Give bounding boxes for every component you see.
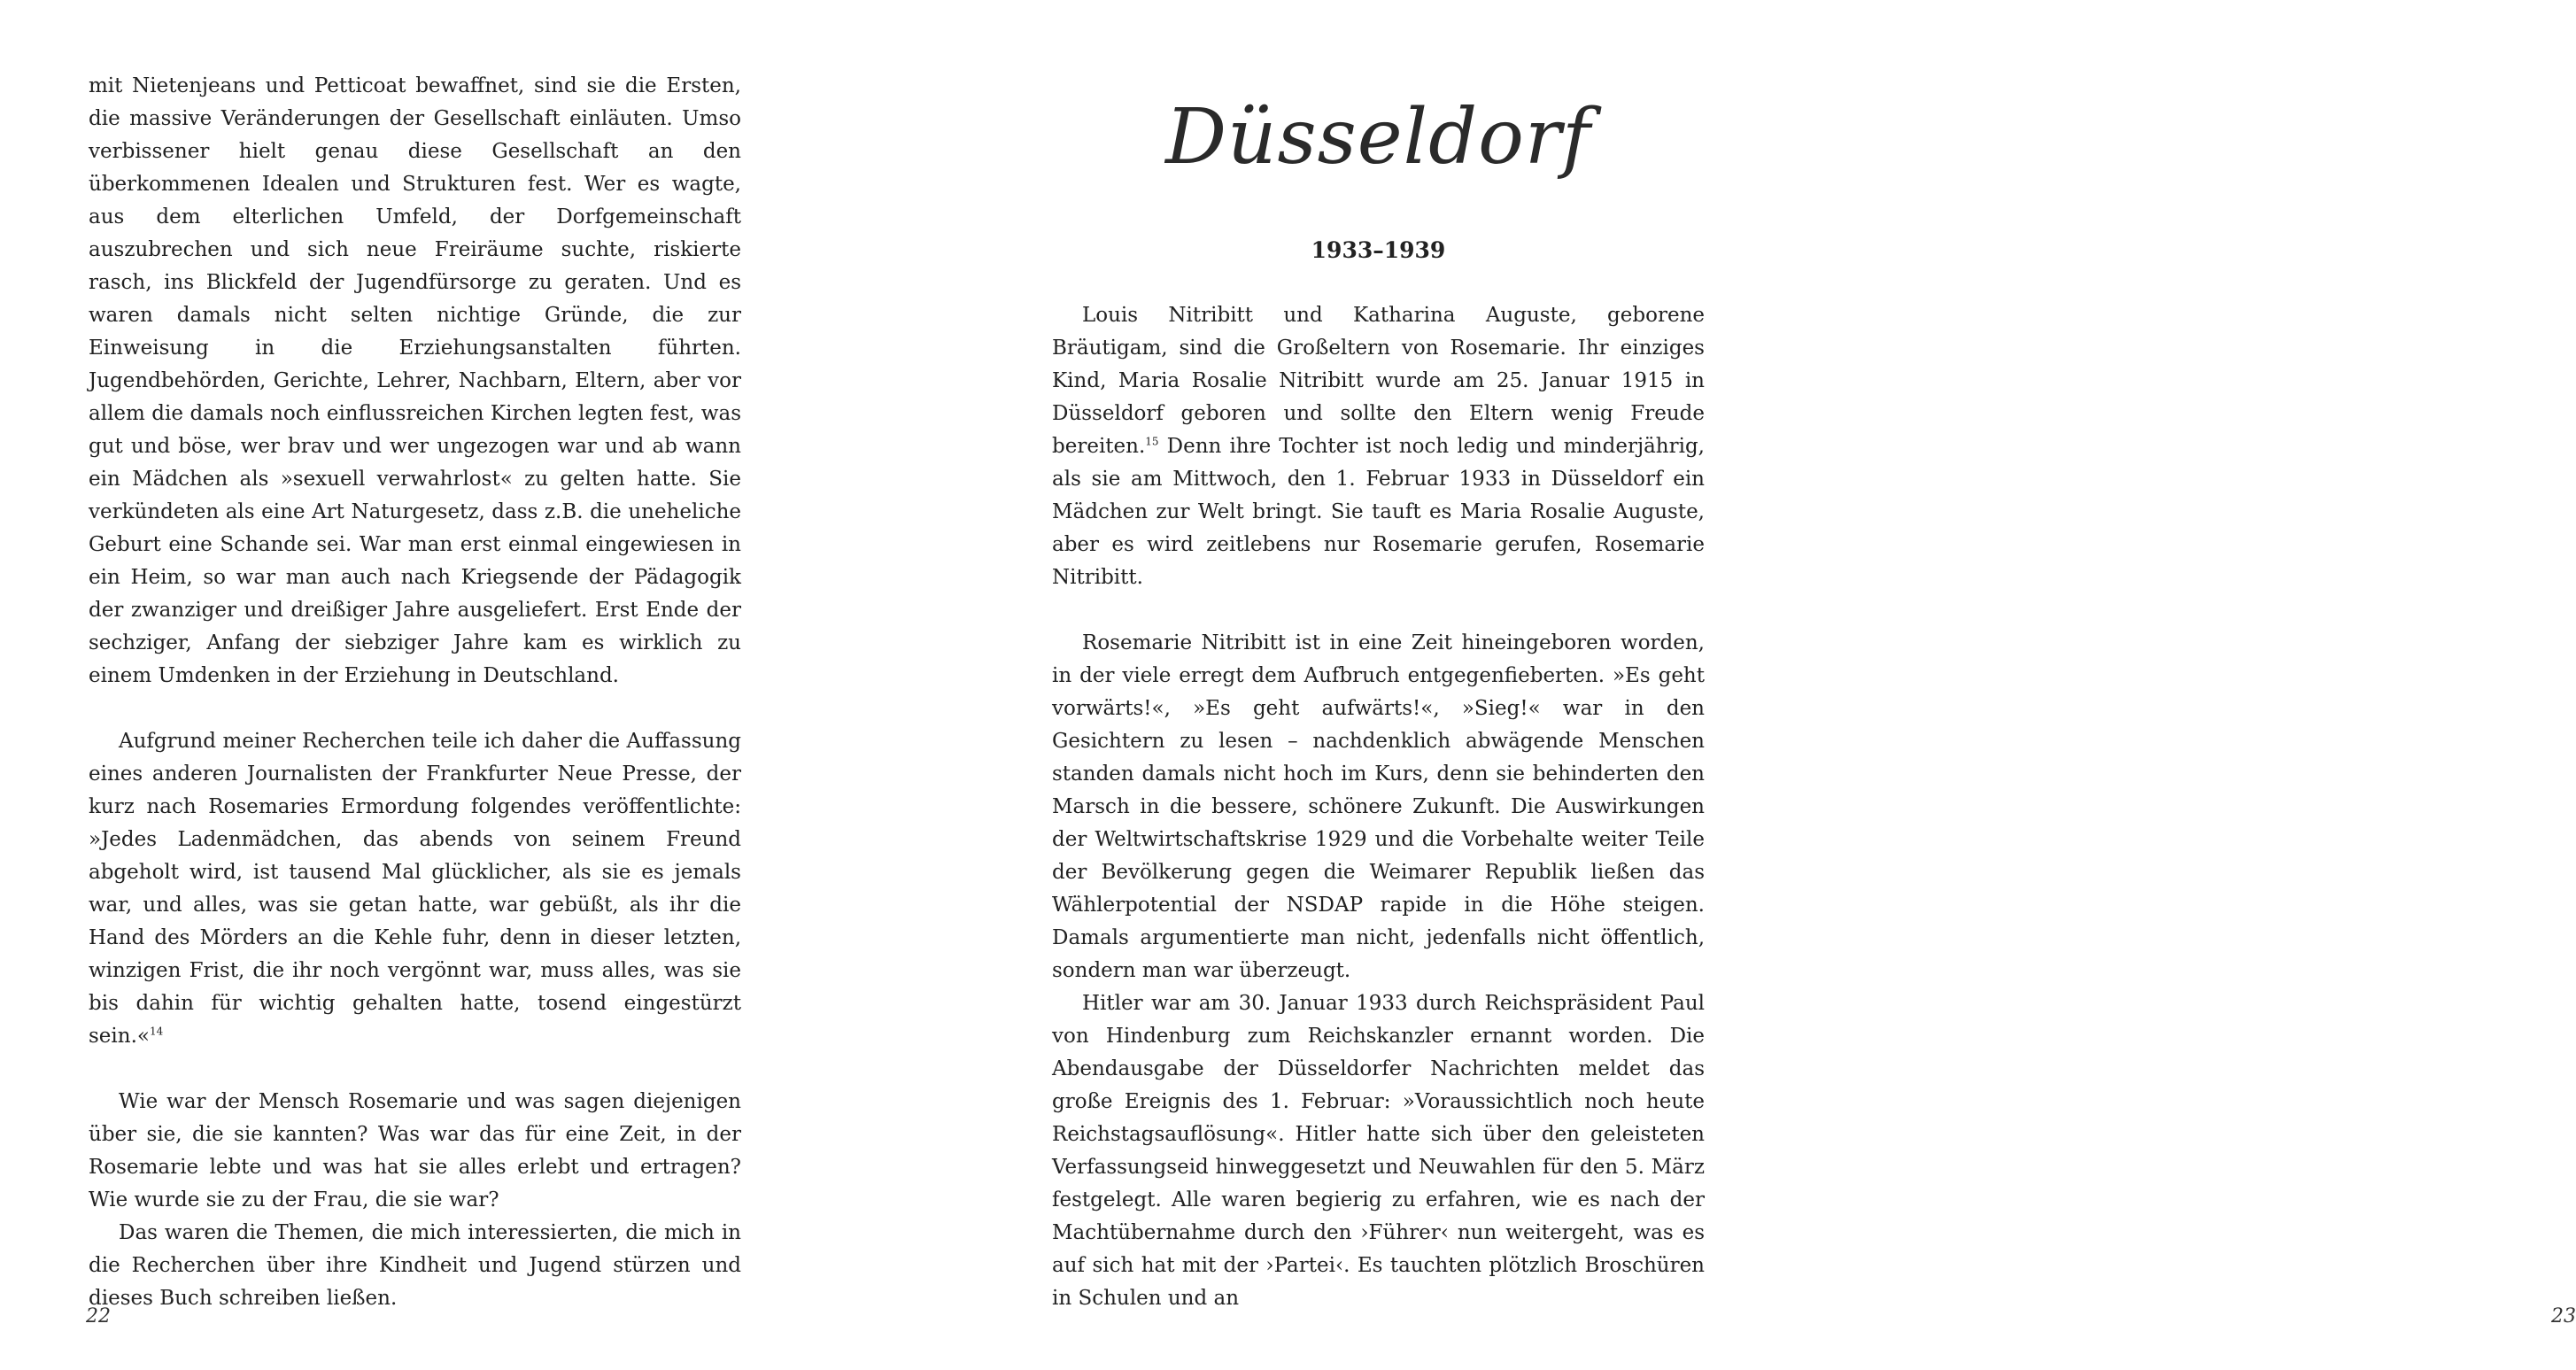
page-number: 22 [86, 1305, 111, 1327]
footnote-marker: 14 [149, 1025, 164, 1038]
paragraph: Hitler war am 30. Januar 1933 durch Reichspräsident Paul von Hindenburg zum Reichskanzler ernannt worden. Die Abendausgabe der Düsseldorfer Nachrichten meldet das große Ereignis des 1. Februar: »Voraussichtlich noch heute Reichstagsauflösung«. Hitler hatte sich über den geleisteten Verfassungseid hinweggesetzt und Neuwahlen für den 5. März festgelegt. Alle waren begierig zu erfahren, wie es nach der Machtübernahme durch den ›Führer‹ nun weitergeht, was es auf sich hat mit der ›Partei‹. Es tauchten plötzlich Broschüren in Schulen und an [1052, 992, 1705, 1310]
paragraph: Rosemarie Nitribitt ist in eine Zeit hineingeboren worden, in der viele erregt dem Aufbruch entgegenfieberten. »Es geht vorwärts!«, »Es geht aufwärts!«, »Sieg!« war in den Gesichtern zu lesen – nachdenklich abwägende Menschen standen damals nicht hoch im Kurs, denn sie behinderten den Marsch in die bessere, schönere Zukunft. Die Auswirkungen der Weltwirtschaftskrise 1929 und die Vorbehalte weiter Teile der Bevölkerung gegen die Weimarer Republik ließen das Wählerpotential der NSDAP rapide in die Höhe steigen. Damals argumentierte man nicht, jedenfalls nicht öffentlich, sondern man war überzeugt. [1052, 631, 1705, 982]
paragraph [1052, 299, 1705, 594]
paragraph: Das waren die Themen, die mich interessierten, die mich in die Recherchen über ihre Kindheit und Jugend stürzen und dieses Buch schreiben ließen. [89, 1221, 741, 1310]
paragraph: Wie war der Mensch Rosemarie und was sagen diejenigen über sie, die sie kannten? Was war das für eine Zeit, in der Rosemarie lebte und was hat sie alles erlebt und ertragen? Wie wurde sie zu der Frau, die sie war? [89, 1090, 741, 1211]
paragraph-text: Denn ihre Tochter ist noch ledig und minderjährig, als sie am Mittwoch, den 1. Februar 1933 in Düsseldorf ein Mädchen zur Welt bringt. Sie tauft es Maria Rosalie Auguste, aber es wird zeitlebens nur Rosemarie gerufen, Rosemarie Nitribitt. [1052, 435, 1705, 589]
left-page-text [89, 70, 741, 1315]
right-page-text [1052, 299, 1705, 1315]
chapter-title: Düsseldorf [1165, 93, 1591, 182]
paragraph [89, 725, 741, 1053]
right-page [886, 0, 2576, 1370]
footnote-marker: 15 [1145, 435, 1159, 448]
page-number: 23 [2551, 1305, 2576, 1327]
left-page [0, 0, 886, 1370]
paragraph-text: Aufgrund meiner Recherchen teile ich daher die Auffassung eines anderen Journalisten der Frankfurter Neue Presse, der kurz nach Rosemaries Ermordung folgendes veröffentlichte: »Jedes Ladenmädchen, das abends von seinem Freund abgeholt wird, ist tausend Mal glücklicher, als sie es jemals war, und alles, was sie getan hatte, war gebüßt, als ihr die Hand des Mörders an die Kehle fuhr, denn in dieser letzten, winzigen Frist, die ihr noch vergönnt war, muss alles, was sie bis dahin für wichtig gehalten hatte, tosend eingestürzt sein.« [89, 730, 741, 1048]
paragraph: mit Nietenjeans und Petticoat bewaffnet, sind sie die Ersten, die massive Veränderungen der Gesellschaft einläuten. Umso verbissener hielt genau diese Gesellschaft an den überkommenen Idealen und Strukturen fest. Wer es wagte, aus dem elterlichen Umfeld, der Dorfgemeinschaft auszubrechen und sich neue Freiräume suchte, riskierte rasch, ins Blickfeld der Jugendfürsorge zu geraten. Und es waren damals nicht selten nichtige Gründe, die zur Einweisung in die Erziehungsanstalten führten. Jugendbehörden, Gerichte, Lehrer, Nachbarn, Eltern, aber vor allem die damals noch einflussreichen Kirchen legten fest, was gut und böse, wer brav und wer ungezogen war und ab wann ein Mädchen als »sexuell verwahrlost« zu gelten hatte. Sie verkündeten als eine Art Naturgesetz, dass z.B. die uneheliche Geburt eine Schande sei. War man erst einmal eingewiesen in ein Heim, so war man auch nach Kriegsende der Pädagogik der zwanziger und dreißiger Jahre ausgeliefert. Erst Ende der sechziger, Anfang der siebziger Jahre kam es wirklich zu einem Umdenken in der Erziehung in Deutschland. [89, 74, 741, 687]
chapter-years: 1933–1939 [1311, 237, 1446, 263]
paragraph-text: Louis Nitribitt und Katharina Auguste, geborene Bräutigam, sind die Großeltern von Rosemarie. Ihr einziges Kind, Maria Rosalie Nitribitt wurde am 25. Januar 1915 in Düsseldorf geboren und sollte den Eltern wenig Freude bereiten. [1052, 304, 1705, 458]
